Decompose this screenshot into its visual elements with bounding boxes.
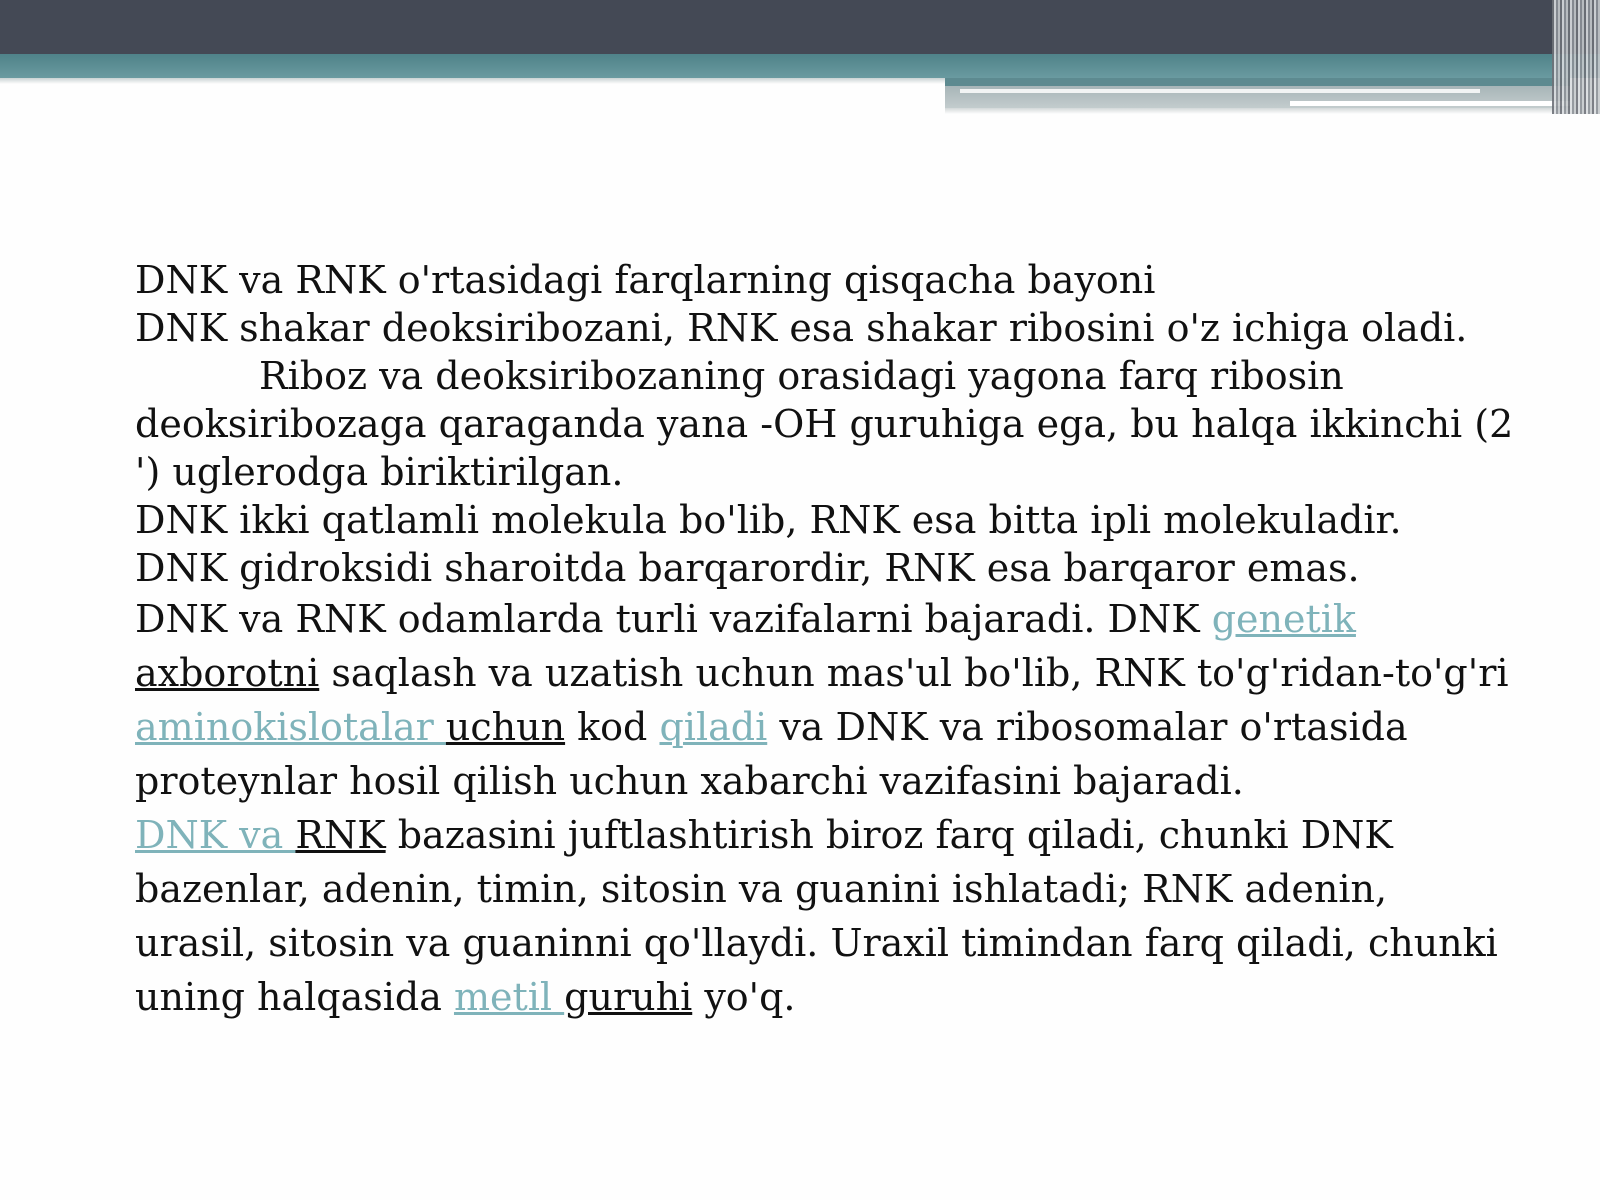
link-aminokislotalar[interactable]: aminokislotalar [135,705,446,749]
header-shadow [0,78,945,84]
bases-paragraph [135,808,1515,1024]
slide-body [135,256,1515,1024]
sugar-paragraph: DNK shakar deoksiribozani, RNK esa shakar ribosini o'z ichiga oladi. [135,306,1468,350]
header-edge-stripes [1552,0,1600,114]
header-step-line [960,89,1480,93]
functions-text-3: kod [565,705,660,749]
link-genetik[interactable]: genetik [1211,597,1356,641]
strands-paragraph: DNK ikki qatlamli molekula bo'lib, RNK esa bitta ipli molekuladir. [135,498,1402,542]
functions-text-1: DNK va RNK odamlarda turli vazifalarni bajaradi. DNK [135,597,1212,641]
functions-text-4: va DNK va ribosomalar o'rtasida proteynlar hosil qilish uchun xabarchi vazifasini bajaradi. [135,705,1408,803]
header-accent-band [0,54,1600,78]
link-axborotni[interactable]: axborotni [135,651,320,695]
sugar-detail-indent: Riboz va deoksiribozaning orasidagi yagona farq ribosin [259,354,1344,398]
slide-title-line: DNK va RNK o'rtasidagi farqlarning qisqacha bayoni [135,258,1156,302]
functions-text-2: saqlash va uzatish uchun mas'ul bo'lib, RNK to'g'ridan-to'g'ri [319,651,1509,695]
link-dnk-va[interactable]: DNK va [135,813,296,857]
bases-text-2: yo'q. [692,975,796,1019]
header-band [0,0,1600,54]
link-guruhi[interactable]: guruhi [564,975,693,1019]
link-uchun[interactable]: uchun [445,705,566,749]
link-rnk[interactable]: RNK [295,813,386,857]
stability-paragraph: DNK gidroksidi sharoitda barqarordir, RNK esa barqaror emas. [135,546,1360,590]
bases-text-1: bazasini juftlashtirish biroz farq qiladi, chunki DNK bazenlar, adenin, timin, sitosin va guanini ishlatadi; RNK adenin, urasil, sitosin va guaninni qo'llaydi. Uraxil timindan farq qiladi, chunki uning halqasida [135,813,1498,1019]
functions-paragraph [135,592,1515,808]
link-metil[interactable]: metil [453,975,565,1019]
sugar-detail-rest: deoksiribozaga qaraganda yana -OH guruhiga ega, bu halqa ikkinchi (2 ') uglerodga biriktirilgan. [135,402,1514,494]
header-step-shadow [945,108,1570,114]
link-qiladi[interactable]: qiladi [659,705,768,749]
header-step-line-white [1290,101,1570,106]
